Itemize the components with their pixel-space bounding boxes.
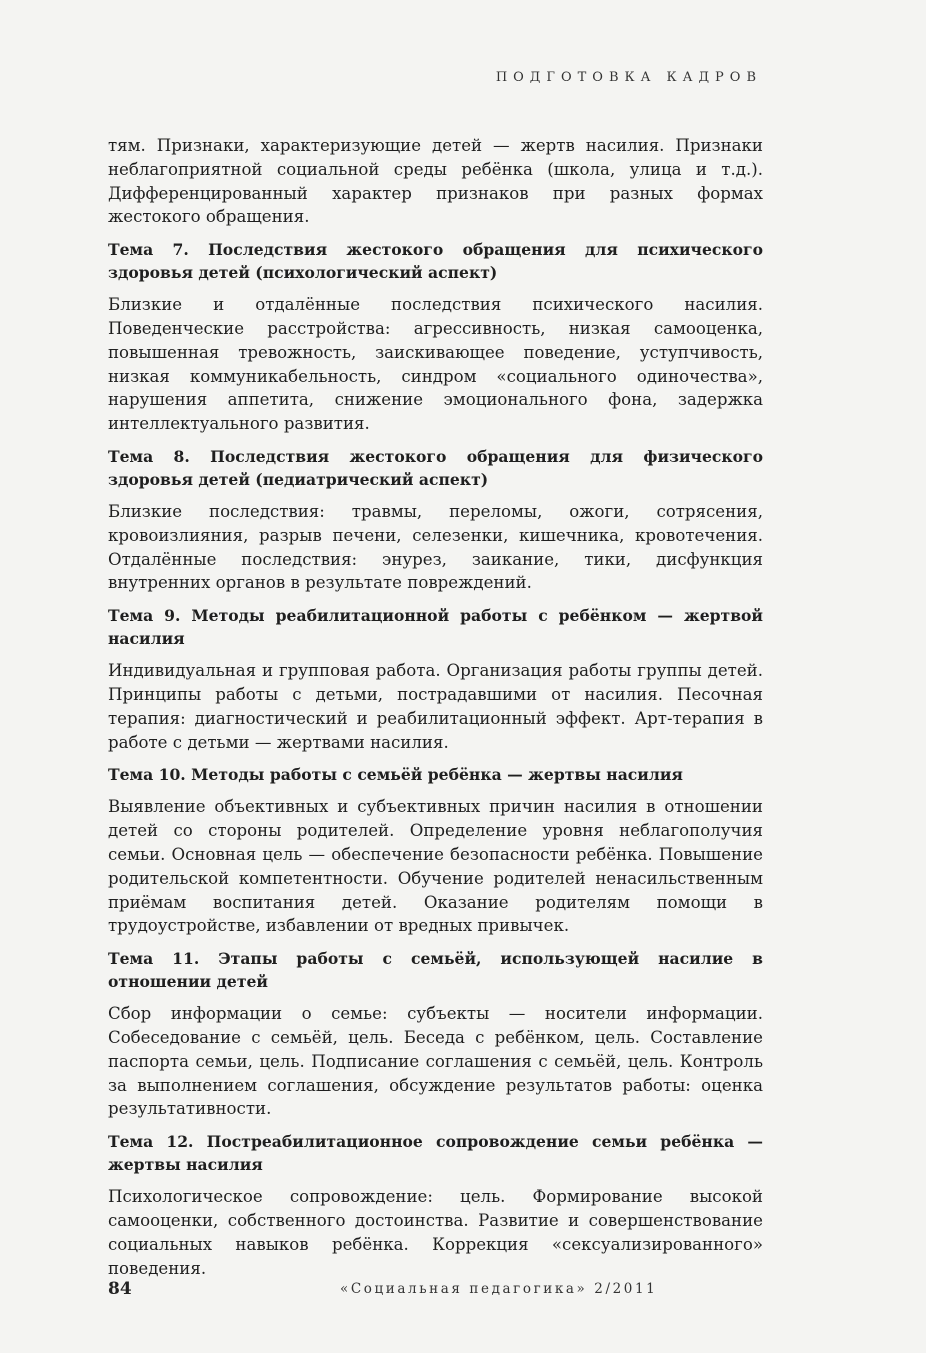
paragraph-intro: тям. Признаки, характеризующие детей — жертв насилия. Признаки неблагоприятной социальной среды ребёнка (школа, улица и т.д.). Дифференцированный характер признаков при разных формах жестокого обращения.	[108, 136, 763, 227]
journal-title: «Социальная педагогика» 2/2011	[340, 1281, 658, 1297]
paragraph-topic-7: Близкие и отдалённые последствия психического насилия. Поведенческие расстройства: агрессивность, низкая самооценка, повышенная тревожность, заискивающее поведение, уступчивость, низкая коммуникабельность, синдром «социального одиночества», нарушения аппетита, снижение эмоционального фона, задержка интеллектуального развития.	[108, 295, 763, 434]
heading-topic-12: Тема 12. Постреабилитационное сопровождение семьи ребёнка — жертвы насилия	[108, 1132, 763, 1175]
heading-topic-7: Тема 7. Последствия жестокого обращения для психического здоровья детей (психологический аспект)	[108, 240, 763, 283]
paragraph-topic-11: Сбор информации о семье: субъекты — носители информации. Собеседование с семьёй, цель. Беседа с ребёнком, цель. Составление паспорта семьи, цель. Подписание соглашения с семьёй, цель. Контроль за выполнением соглашения, обсуждение результатов работы: оценка результативности.	[108, 1004, 763, 1119]
paragraph-topic-12: Психологическое сопровождение: цель. Формирование высокой самооценки, собственного достоинства. Развитие и совершенствование социальных навыков ребёнка. Коррекция «сексуализированного» поведения.	[108, 1187, 763, 1278]
page-number: 84	[108, 1279, 132, 1299]
heading-topic-10: Тема 10. Методы работы с семьёй ребёнка — жертвы насилия	[108, 765, 683, 785]
paragraph-topic-10: Выявление объективных и субъективных причин насилия в отношении детей со стороны родителей. Определение уровня неблагополучия семьи. Основная цель — обеспечение безопасности ребёнка. Повышение родительской компетентности. Обучение родителей ненасильственным приёмам воспитания детей. Оказание родителям помощи в трудоустройстве, избавлении от вредных привычек.	[108, 797, 763, 936]
heading-topic-9: Тема 9. Методы реабилитационной работы с ребёнком — жертвой насилия	[108, 606, 763, 649]
running-head: ПОДГОТОВКА КАДРОВ	[495, 70, 762, 85]
page-footer	[108, 1279, 763, 1303]
paragraph-topic-9: Индивидуальная и групповая работа. Организация работы группы детей. Принципы работы с детьми, пострадавшими от насилия. Песочная терапия: диагностический и реабилитационный эффект. Арт-терапия в работе с детьми — жертвами насилия.	[108, 661, 763, 752]
page-content	[108, 134, 763, 1289]
heading-topic-8: Тема 8. Последствия жестокого обращения для физического здоровья детей (педиатрический аспект)	[108, 446, 763, 489]
heading-topic-11: Тема 11. Этапы работы с семьёй, использующей насилие в отношении детей	[108, 949, 763, 992]
paragraph-topic-8: Близкие последствия: травмы, переломы, ожоги, сотрясения, кровоизлияния, разрыв печени, селезенки, кишечника, кровотечения. Отдалённые последствия: энурез, заикание, тики, дисфункция внутренних органов в результате повреждений.	[108, 501, 763, 593]
